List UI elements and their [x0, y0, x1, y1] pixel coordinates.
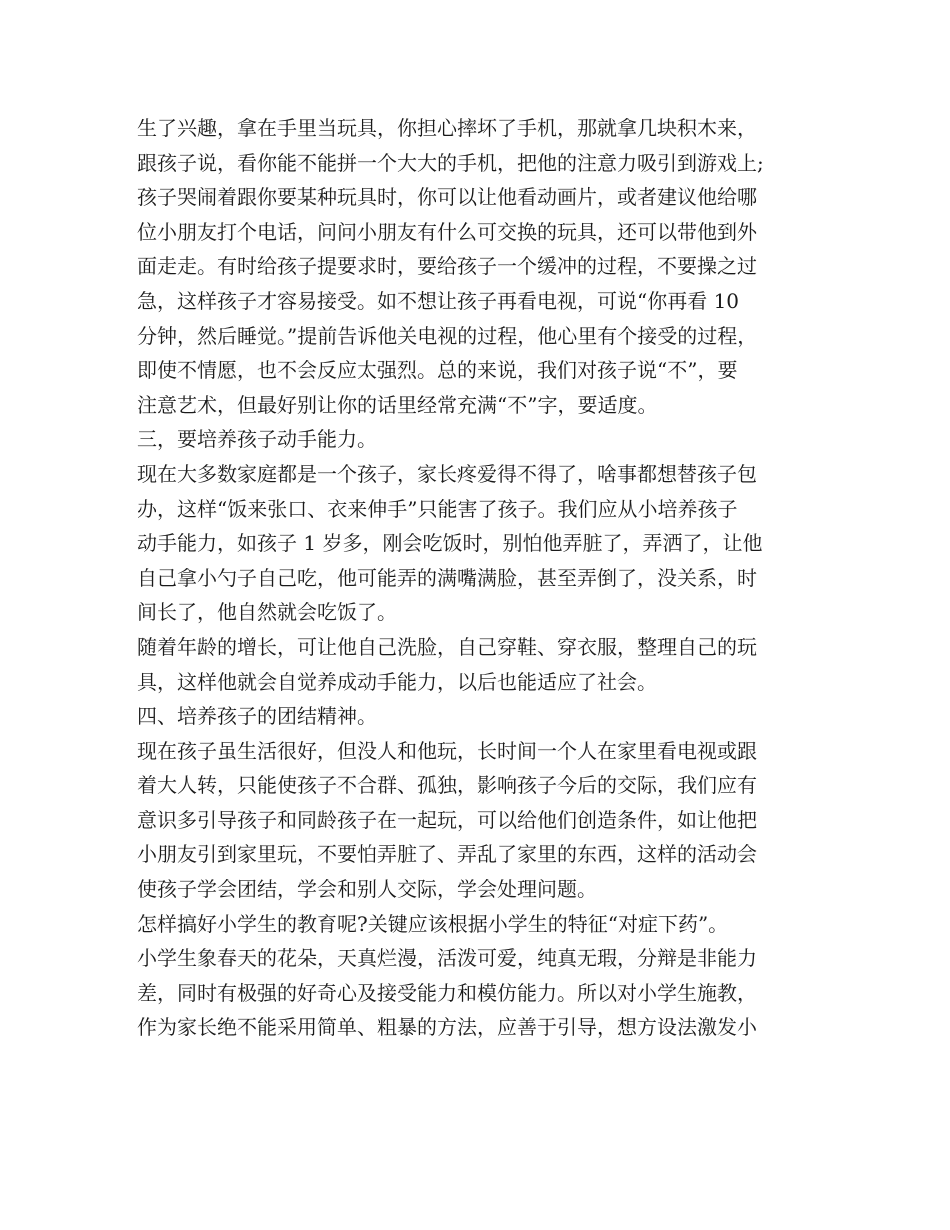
text-line: 间长了，他自然就会吃饭了。 [137, 600, 397, 625]
text-line: 差，同时有极强的好奇心及接受能力和模仿能力。所以对小学生施教， [137, 980, 757, 1005]
text-line: 即使不情愿，也不会反应太强烈。总的来说，我们对孩子说“不”，要 [137, 358, 738, 383]
text-line: 小朋友引到家里玩，不要怕弄脏了、弄乱了家里的东西，这样的活动会 [137, 842, 757, 867]
text-line: 怎样搞好小学生的教育呢?关键应该根据小学生的特征“对症下药”。 [137, 911, 729, 936]
text-line: 位小朋友打个电话，问问小朋友有什么可交换的玩具，还可以带他到外 [137, 219, 757, 244]
text-line: 具，这样他就会自觉养成动手能力，以后也能适应了社会。 [137, 669, 657, 694]
text-line: 孩子哭闹着跟你要某种玩具时，你可以让他看动画片，或者建议他给哪 [137, 185, 757, 210]
text-line: 着大人转，只能使孩子不合群、孤独，影响孩子今后的交际，我们应有 [137, 773, 757, 798]
text-line: 自己拿小勺子自己吃，他可能弄的满嘴满脸，甚至弄倒了，没关系，时 [137, 565, 757, 590]
text-line: 现在大多数家庭都是一个孩子，家长疼爱得不得了，啥事都想替孩子包 [137, 461, 757, 486]
text-line: 使孩子学会团结，学会和别人交际，学会处理问题。 [137, 877, 597, 902]
section-heading: 三，要培养孩子动手能力。 [137, 427, 377, 452]
text-line: 现在孩子虽生活很好，但没人和他玩，长时间一个人在家里看电视或跟 [137, 738, 757, 763]
text-line: 面走走。有时给孩子提要求时，要给孩子一个缓冲的过程，不要操之过 [137, 254, 757, 279]
text-line: 急，这样孩子才容易接受。如不想让孩子再看电视，可说“你再看 10 [137, 288, 740, 313]
text-line: 注意艺术，但最好别让你的话里经常充满“不”字，要适度。 [137, 392, 658, 417]
text-line: 生了兴趣，拿在手里当玩具，你担心摔坏了手机，那就拿几块积木来， [137, 116, 757, 140]
text-line: 分钟，然后睡觉。”提前告诉他关电视的过程，他心里有个接受的过程， [137, 323, 758, 348]
text-line: 作为家长绝不能采用简单、粗暴的方法，应善于引导，想方设法激发小 [137, 1015, 757, 1040]
section-heading: 四、培养孩子的团结精神。 [137, 704, 377, 729]
text-line: 意识多引导孩子和同龄孩子在一起玩，可以给他们创造条件，如让他把 [137, 807, 757, 832]
text-line: 跟孩子说，看你能不能拼一个大大的手机，把他的注意力吸引到游戏上; [137, 150, 764, 175]
text-line: 办，这样“饭来张口、衣来伸手”只能害了孩子。我们应从小培养孩子 [137, 496, 738, 521]
text-line: 动手能力，如孩子 1 岁多，刚会吃饭时，别怕他弄脏了，弄洒了，让他 [137, 531, 763, 556]
text-line: 随着年龄的增长，可让他自己洗脸，自己穿鞋、穿衣服，整理自己的玩 [137, 634, 757, 659]
text-line: 小学生象春天的花朵，天真烂漫，活泼可爱，纯真无瑕，分辩是非能力 [137, 946, 757, 971]
document-body [137, 111, 827, 1045]
